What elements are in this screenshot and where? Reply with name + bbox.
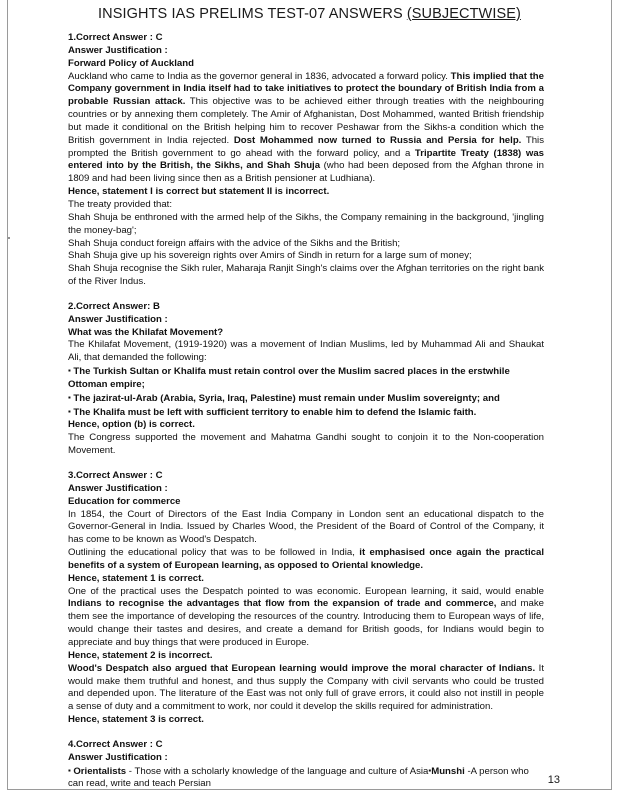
answer-2-closing: The Congress supported the movement and Mahatma Gandhi sought to conjoin it to the Non-cooperation Movement.	[68, 432, 544, 457]
answer-3-para-4	[68, 663, 544, 714]
answer-3-para-3	[68, 586, 544, 650]
answer-1-body-seg-3: This objective was to be achieved either through treaties with the neighbouring countries or by annexing them completely. The Amir of Afghanistan, Dost Mohammed, wanted British friendship but made it conditional on the British helping him to recover Peshawar from the Sikhs-a condition which the British government in India rejected.	[68, 96, 545, 146]
answer-1-treaty-term: Shah Shuja recognise the Sikh ruler, Maharaja Ranjit Singh's claims over the Afghan territories on the right bank of the River Indus.	[68, 263, 544, 288]
answer-1-body	[68, 71, 544, 187]
answer-3-para-3-seg-a: One of the practical uses the Despatch pointed to was economic. European learning, it said, would enable	[68, 585, 544, 597]
answer-1-correct-answer: 1.Correct Answer : C	[68, 32, 163, 43]
answer-2-bullet: ▪ The Khalifa must be left with sufficient territory to enable him to defend the Islamic faith.	[68, 406, 544, 420]
answer-3-correct-answer: 3.Correct Answer : C	[68, 470, 163, 481]
answer-2-bullet: ▪ The jazirat-ul-Arab (Arabia, Syria, Iraq, Palestine) must remain under Muslim sovereignty; and	[68, 392, 544, 406]
answer-4-term-munshi: Munshi	[431, 765, 465, 777]
answer-3-para-4-bold: Wood's Despatch also argued that European learning would improve the moral character of Indians.	[68, 662, 536, 674]
answer-block-2	[68, 301, 544, 458]
answer-3-para-2-plain: Outlining the educational policy that was to be followed in India,	[68, 547, 360, 559]
scan-artifact-dot	[8, 237, 10, 239]
answer-3-para-1: In 1854, the Court of Directors of the East India Company in London sent an educational dispatch to the Governor-General in India. Issued by Charles Wood, the President of the Board of Control of the Company, it has come to be known as Wood's Despatch.	[68, 508, 544, 546]
answer-2-subheading: What was the Khilafat Movement?	[68, 326, 224, 338]
answer-1-body-seg-7: (who had been deposed from the Afghan throne in 1809 and had been living since then as a British pensioner at Ludhiana).	[68, 160, 544, 185]
answer-3-subheading: Education for commerce	[68, 495, 181, 507]
answer-2-justification-label: Answer Justification :	[68, 313, 168, 325]
answer-3-hence-3: Hence, statement 3 is correct.	[68, 714, 204, 726]
answer-1-hence: Hence, statement I is correct but statement II is incorrect.	[68, 186, 330, 198]
page-number: 13	[547, 774, 560, 786]
answer-2-intro: The Khilafat Movement, (1919-1920) was a movement of Indian Muslims, led by Muhammad Ali and Shaukat Ali, that demanded the following:	[68, 339, 544, 364]
answer-block-1	[68, 32, 544, 289]
answer-3-para-4-plain: It would make them truthful and honest, and thus supply the Company with civil servants who could be trusted and depended upon. The literature of the East was not only full of grave errors, it could also not instill in people a sense of duty and a commitment to work, nor could it develop the skills required for administration.	[68, 662, 545, 713]
answer-4-correct-answer: 4.Correct Answer : C	[68, 738, 163, 750]
answers-content	[68, 32, 544, 791]
answer-2-bullet: ▪ The Turkish Sultan or Khalifa must retain control over the Muslim sacred places in the erstwhile Ottoman empire;	[68, 365, 544, 392]
answer-4-definition-orientalists: - Those with a scholarly knowledge of the language and culture of Asia	[126, 765, 429, 777]
answer-1-subheading: Forward Policy of Auckland	[68, 57, 194, 69]
answer-4-term-orientalists: Orientalists	[73, 765, 127, 777]
answer-4-definition-munshi: -A person who can read, write and teach Persian	[68, 765, 529, 790]
answer-1-body-seg-5: This prompted the British government to go ahead with the forward policy, and a	[68, 134, 544, 159]
answer-3-para-3-seg-c: and make them see the importance of developing the resources of the country. Introducing them to European ways of life, would change their tastes and desires, and create a demand for British goods, for Indians would begin to appreciate and buy things that were produced in Europe.	[68, 598, 544, 648]
answer-4-justification-label: Answer Justification :	[68, 751, 168, 763]
answer-1-body-seg-2: This implied that the Company government in India itself had to take initiatives to protect the boundary of British India from a probable Russian attack.	[68, 70, 544, 108]
page-title	[0, 6, 619, 22]
answer-1-treaty-term: Shah Shuja conduct foreign affairs with the advice of the Sikhs and the British;	[68, 237, 401, 249]
answer-1-treaty-term: Shah Shuja give up his sovereign rights over Amirs of Sindh in return for a large sum of money;	[68, 250, 472, 262]
answer-1-justification-label: Answer Justification :	[68, 44, 168, 56]
answer-1-body-seg-1: Auckland who came to India as the governor general in 1836, advocated a forward policy.	[68, 70, 451, 82]
answer-1-treaty-intro: The treaty provided that:	[68, 198, 172, 210]
answer-3-hence-2: Hence, statement 2 is incorrect.	[68, 649, 213, 661]
answer-1-body-seg-4: Dost Mohammed now turned to Russia and Persia for help.	[233, 134, 522, 146]
answer-3-para-2	[68, 547, 544, 573]
answer-1-treaty-term: Shah Shuja be enthroned with the armed help of the Sikhs, the Company remaining in the background, 'jingling the money-bag';	[68, 211, 544, 236]
page-title-subjectwise: (SUBJECTWISE)	[406, 6, 521, 22]
answer-3-justification-label: Answer Justification :	[68, 482, 168, 494]
answer-3-para-2-bold: it emphasised once again the practical benefits of a system of European learning, as opposed to Oriental knowledge.	[68, 547, 544, 571]
page-title-main: INSIGHTS IAS PRELIMS TEST-07 ANSWERS	[98, 6, 407, 22]
answer-3-para-3-seg-b: Indians to recognise the advantages that flow from the expansion of trade and commerce,	[68, 598, 497, 610]
answer-2-hence: Hence, option (b) is correct.	[68, 419, 195, 431]
square-bullet-icon: ▪	[428, 765, 432, 775]
answer-1-body-seg-6: Tripartite Treaty (1838) was entered into by the British, the Sikhs, and Shah Shuja	[68, 147, 544, 172]
answer-2-correct-answer: 2.Correct Answer: B	[68, 300, 160, 312]
answer-block-3	[68, 470, 544, 727]
answer-3-hence-1: Hence, statement 1 is correct.	[68, 572, 204, 584]
